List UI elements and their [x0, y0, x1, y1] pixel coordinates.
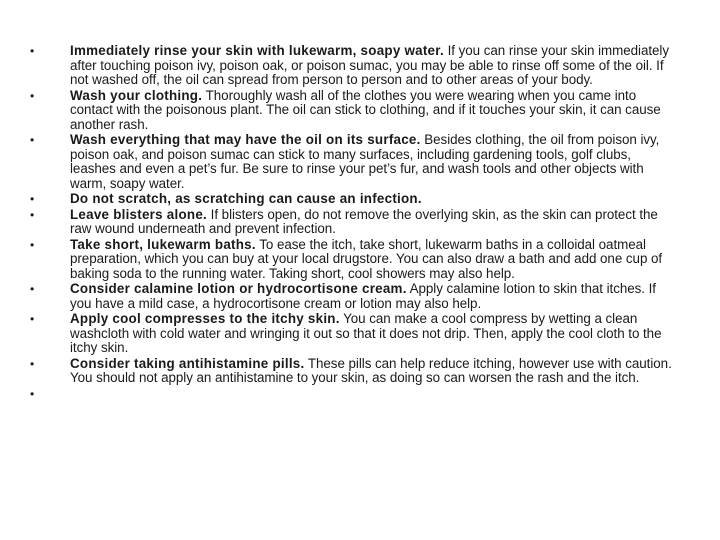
item-text: You can make a cool compress by wetting a clean washcloth with cold water and wringing it out so that it does not drip. Then, apply the cool cloth to the itchy skin.: [70, 311, 662, 355]
bullet-icon: [30, 89, 40, 104]
item-text: If blisters open, do not remove the overlying skin, as the skin can protect the raw wound underneath and prevent infection.: [70, 206, 658, 236]
list-item: [30, 192, 680, 207]
item-title: Apply cool compresses to the itchy skin.: [70, 311, 340, 326]
item-title: Do not scratch, as scratching can cause an infection.: [70, 191, 422, 206]
list-item: [30, 282, 680, 311]
bullet-icon: [30, 208, 40, 223]
item-text: Apply calamine lotion to skin that itches. If you have a mild case, a hydrocortisone cream or lotion may also help.: [70, 281, 656, 311]
list-item: [30, 44, 680, 88]
treatment-bullet-list: [30, 44, 680, 403]
item-text: If you can rinse your skin immediately after touching poison ivy, poison oak, or poison sumac, you may be able to rinse off some of the oil. If not washed off, the oil can spread from person to person and to other areas of your body.: [70, 43, 669, 87]
bullet-icon: [30, 192, 40, 207]
item-title: Wash your clothing.: [70, 87, 203, 103]
bullet-icon: [30, 44, 40, 59]
empty-list-item: [30, 387, 680, 402]
bullet-icon: [30, 312, 40, 327]
bullet-icon: [30, 238, 40, 253]
item-text: These pills can help reduce itching, however use with caution. You should not apply an antihistamine to your skin, as doing so can worsen the rash and the itch.: [70, 355, 672, 385]
list-item: [30, 133, 680, 191]
list-item: [30, 312, 680, 356]
list-item: [30, 89, 680, 133]
item-text: Thoroughly wash all of the clothes you were wearing when you came into contact with the poisonous plant. The oil can stick to clothing, and if it touches your skin, it can cause another rash.: [70, 87, 661, 132]
bullet-icon: [30, 357, 40, 372]
item-text: Besides clothing, the oil from poison ivy, poison oak, and poison sumac can stick to many surfaces, including gardening tools, golf clubs, leashes and even a pet’s fur. Be sure to rinse your pet’s fur, and wash tools and other objects with warm, soapy water.: [70, 132, 660, 191]
list-item: [30, 238, 680, 282]
item-title: Consider calamine lotion or hydrocortisone cream.: [70, 281, 407, 296]
item-title: Take short, lukewarm baths.: [70, 236, 256, 252]
bullet-icon: [30, 282, 40, 297]
item-title: Leave blisters alone.: [70, 206, 207, 222]
list-item: [30, 208, 680, 237]
list-item: [30, 357, 680, 386]
item-title: Wash everything that may have the oil on its surface.: [70, 132, 421, 147]
bullet-icon: [30, 133, 40, 148]
item-text: To ease the itch, take short, lukewarm baths in a colloidal oatmeal preparation, which you can buy at your local drugstore. You can also draw a bath and add one cup of baking soda to the running water. Taking short, cool showers may also help.: [70, 236, 663, 281]
item-title: Consider taking antihistamine pills.: [70, 355, 305, 371]
item-title: Immediately rinse your skin with lukewarm, soapy water.: [70, 43, 444, 58]
bullet-icon: [30, 387, 40, 402]
